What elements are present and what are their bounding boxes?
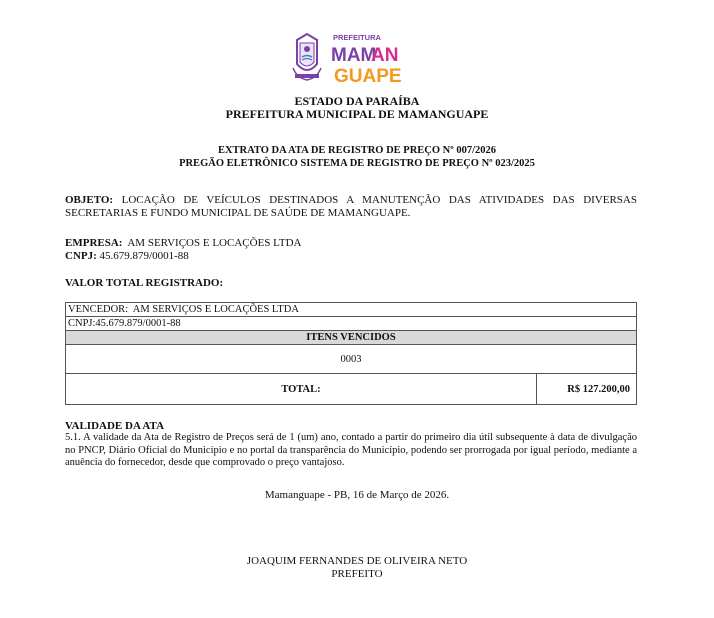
logo-line1-a: MAM xyxy=(331,45,377,66)
objeto-text: LOCAÇÃO DE VEÍCULOS DESTINADOS A MANUTENÇÃO DAS ATIVIDADES DAS DIVERSAS SECRETARIAS E FUNDO MUNICIPAL DE SAÚDE DE MAMANGUAPE. xyxy=(65,194,637,219)
table-cnpj-cell: CNPJ:45.679.879/0001-88 xyxy=(66,317,637,331)
itens-header-cell: ITENS VENCIDOS xyxy=(66,331,637,345)
vencedor-cell: VENCEDOR: AM SERVIÇOS E LOCAÇÕES LTDA xyxy=(66,303,637,317)
prefeitura-logo xyxy=(291,30,416,86)
coat-of-arms-icon xyxy=(291,30,416,86)
document-subtitle: PREGÃO ELETRÔNICO SISTEMA DE REGISTRO DE PREÇO Nº 023/2025 xyxy=(179,158,535,169)
total-value-cell: R$ 127.200,00 xyxy=(537,374,637,405)
cnpj-line xyxy=(65,250,637,263)
date-line: Mamanguape - PB, 16 de Março de 2026. xyxy=(264,489,450,501)
cnpj-label: CNPJ: xyxy=(65,250,97,262)
validade-text: 5.1. A validade da Ata de Registro de Preços será de 1 (um) ano, contado a partir do primeiro dia útil subsequente à data de divulgação no PNCP, Diário Oficial do Município e no portal da transparência do Município, podendo ser prorrogada por igual período, mediante a anuência do fornecedor, desde que comprovado o preço vantajoso. xyxy=(65,432,637,468)
empresa-line xyxy=(65,237,637,250)
total-label-cell: TOTAL: xyxy=(66,374,537,405)
winner-table xyxy=(65,302,637,405)
prefecture-heading: PREFEITURA MUNICIPAL DE MAMANGUAPE xyxy=(225,107,489,121)
logo-line2: GUAPE xyxy=(334,66,402,86)
objeto-paragraph xyxy=(65,194,637,220)
signatory-role: PREFEITO xyxy=(331,568,383,580)
document-title: EXTRATO DA ATA DE REGISTRO DE PREÇO Nº 007/2026 xyxy=(217,145,497,156)
state-heading: ESTADO DA PARAÍBA xyxy=(294,94,420,108)
signatory-name: JOAQUIM FERNANDES DE OLIVEIRA NETO xyxy=(246,555,468,567)
empresa-label: EMPRESA: xyxy=(65,237,123,249)
itens-value-cell: 0003 xyxy=(66,345,637,374)
empresa-name: AM SERVIÇOS E LOCAÇÕES LTDA xyxy=(122,237,302,249)
validade-title: VALIDADE DA ATA xyxy=(65,420,165,432)
valor-total-label: VALOR TOTAL REGISTRADO: xyxy=(65,277,224,289)
logo-top-word: PREFEITURA xyxy=(333,33,381,42)
cnpj-value: 45.679.879/0001-88 xyxy=(96,250,189,262)
logo-line1-b: AN xyxy=(371,45,399,66)
objeto-label: OBJETO: xyxy=(65,194,114,206)
